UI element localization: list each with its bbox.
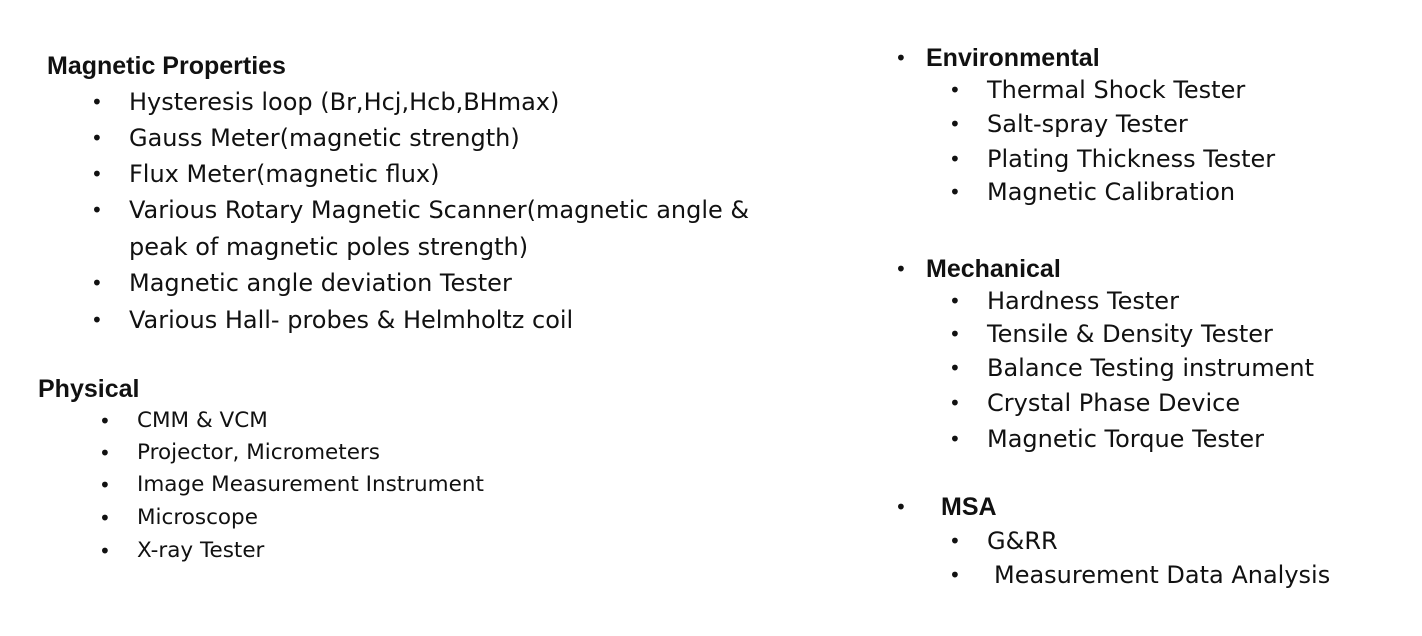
bullet-icon: • — [99, 539, 111, 563]
environmental-heading: Environmental — [926, 44, 1100, 72]
msa-heading: MSA — [941, 493, 997, 521]
bullet-icon: • — [99, 506, 111, 530]
bullet-icon: • — [949, 563, 961, 587]
list-item-text: Measurement Data Analysis — [994, 561, 1331, 589]
bullet-icon: • — [91, 271, 103, 295]
bullet-icon: • — [99, 409, 111, 433]
list-item-text: Microscope — [137, 505, 258, 530]
list-item-text: Magnetic Calibration — [987, 178, 1236, 206]
bullet-icon: • — [895, 257, 907, 281]
list-item-text: Balance Testing instrument — [987, 354, 1314, 382]
bullet-icon: • — [895, 46, 907, 70]
list-item-text: Various Hall- probes & Helmholtz coil — [129, 306, 574, 334]
list-item-text: Magnetic Torque Tester — [987, 425, 1264, 453]
list-item-text: peak of magnetic poles strength) — [129, 233, 529, 261]
bullet-icon: • — [91, 162, 103, 186]
physical-heading: Physical — [38, 375, 140, 403]
list-item-text: Magnetic angle deviation Tester — [129, 269, 512, 297]
bullet-icon: • — [949, 112, 961, 136]
bullet-icon: • — [949, 180, 961, 204]
list-item-text: X-ray Tester — [137, 538, 265, 563]
bullet-icon: • — [91, 308, 103, 332]
bullet-icon: • — [91, 90, 103, 114]
magnetic-properties-heading: Magnetic Properties — [47, 52, 286, 80]
bullet-icon: • — [91, 126, 103, 150]
bullet-icon: • — [949, 147, 961, 171]
list-item-text: Hardness Tester — [987, 287, 1179, 315]
list-item-text: Gauss Meter(magnetic strength) — [129, 124, 520, 152]
list-item-text: Salt-spray Tester — [987, 110, 1188, 138]
bullet-icon: • — [949, 427, 961, 451]
bullet-icon: • — [895, 495, 907, 519]
bullet-icon: • — [99, 473, 111, 497]
list-item-text: Projector, Micrometers — [137, 440, 380, 465]
bullet-icon: • — [949, 356, 961, 380]
list-item-text: Hysteresis loop (Br,Hcj,Hcb,BHmax) — [129, 88, 560, 116]
list-item-text: CMM & VCM — [137, 408, 268, 433]
list-item-text: Tensile & Density Tester — [987, 320, 1273, 348]
bullet-icon: • — [99, 441, 111, 465]
bullet-icon: • — [949, 78, 961, 102]
list-item-text: G&RR — [987, 527, 1058, 555]
bullet-icon: • — [949, 322, 961, 346]
list-item-text: Image Measurement Instrument — [137, 472, 484, 497]
bullet-icon: • — [949, 529, 961, 553]
list-item-text: Various Rotary Magnetic Scanner(magnetic angle & — [129, 196, 750, 224]
mechanical-heading: Mechanical — [926, 255, 1061, 283]
bullet-icon: • — [949, 289, 961, 313]
bullet-icon: • — [91, 198, 103, 222]
list-item-text: Thermal Shock Tester — [987, 76, 1246, 104]
bullet-icon: • — [949, 391, 961, 415]
list-item-text: Flux Meter(magnetic flux) — [129, 160, 440, 188]
list-item-text: Plating Thickness Tester — [987, 145, 1276, 173]
list-item-text: Crystal Phase Device — [987, 389, 1241, 417]
